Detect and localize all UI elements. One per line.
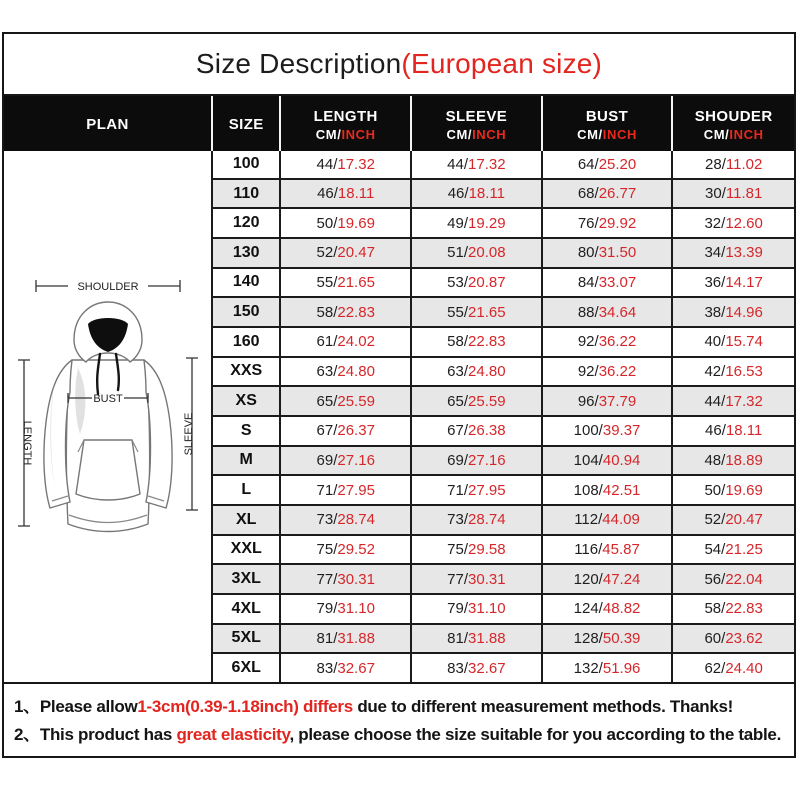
size-row-100 — [4, 151, 794, 178]
inch-value: 17.32 — [725, 392, 763, 410]
cm-value: 46/ — [705, 422, 726, 440]
measurement-cell — [410, 415, 541, 445]
cm-value: 53/ — [447, 273, 469, 291]
cm-value: 44/ — [316, 155, 338, 173]
size-label: 120 — [211, 207, 279, 237]
cm-value: 32/ — [704, 214, 726, 232]
cm-value: 58/ — [704, 600, 726, 618]
inch-value: 18.11 — [725, 422, 763, 440]
cm-value: 51/ — [447, 244, 469, 262]
measurement-cell — [279, 151, 410, 178]
inch-value: 17.32 — [337, 155, 375, 173]
measurement-cell — [671, 652, 794, 682]
sleeve-dim-label: SLEEVE — [182, 412, 195, 455]
inch-value: 29.52 — [337, 540, 375, 558]
cm-value: 65/ — [447, 392, 469, 410]
size-label: M — [211, 445, 279, 475]
inch-value: 20.47 — [725, 511, 763, 529]
measurement-cell — [541, 415, 672, 445]
inch-value: 28.74 — [468, 511, 506, 529]
hoodie-measurement-diagram — [8, 272, 208, 568]
cm-value: 79/ — [447, 600, 469, 618]
cm-value: 71/ — [316, 481, 338, 499]
title-text: Size Description — [195, 48, 402, 79]
inch-value: 14.17 — [725, 273, 763, 291]
cm-value: 28/ — [705, 155, 726, 173]
cm-value: 80/ — [577, 244, 599, 262]
inch-value: 26.38 — [468, 422, 506, 440]
inch-value: 37.79 — [598, 392, 637, 410]
inch-value: 11.02 — [725, 155, 763, 173]
cm-value: 44/ — [447, 155, 469, 173]
inch-value: 18.89 — [725, 451, 763, 469]
size-label: 100 — [211, 151, 279, 178]
cm-value: 44/ — [704, 392, 726, 410]
inch-unit-label: INCH — [602, 126, 637, 142]
measurement-cell — [279, 474, 410, 504]
length-header-label: LENGTH — [313, 107, 378, 125]
cm-value: 48/ — [704, 451, 726, 469]
page-title — [2, 32, 796, 96]
cm-value: 116/ — [574, 540, 603, 558]
measurement-cell — [279, 534, 410, 564]
cm-value: 92/ — [577, 362, 599, 380]
cm-value: 49/ — [447, 214, 469, 232]
measurement-cell — [410, 623, 541, 653]
cm-value: 52/ — [316, 244, 338, 262]
measurement-cell — [541, 445, 672, 475]
measurement-cell — [410, 534, 541, 564]
measurement-cell — [410, 385, 541, 415]
kangaroo-pocket — [76, 440, 140, 500]
inch-value: 45.87 — [602, 540, 640, 558]
bust-header-label: BUST — [585, 107, 629, 125]
footnotes — [2, 682, 796, 758]
inch-value: 21.25 — [725, 540, 763, 558]
sleeve-header-units — [412, 126, 541, 143]
measurement-cell — [541, 178, 672, 208]
inch-unit-label: INCH — [472, 126, 507, 142]
measurement-cell — [410, 207, 541, 237]
inch-value: 36.22 — [598, 333, 637, 351]
measurement-cell — [410, 445, 541, 475]
column-header-plan — [4, 96, 211, 151]
inch-value: 32.67 — [468, 659, 506, 677]
cm-value: 104/ — [573, 451, 603, 469]
inch-value: 27.16 — [337, 451, 375, 469]
cm-value: 50/ — [704, 481, 726, 499]
column-header-sleeve — [410, 96, 541, 151]
measurement-cell — [541, 296, 672, 326]
cm-unit-label: CM/ — [446, 126, 473, 142]
size-label: XXL — [211, 534, 279, 564]
measurement-cell — [541, 474, 672, 504]
measurement-cell — [279, 267, 410, 297]
footnote-text: due to different measurement methods. Thanks! — [352, 697, 734, 716]
cm-value: 84/ — [577, 273, 599, 291]
cm-value: 62/ — [704, 659, 726, 677]
inch-value: 20.08 — [468, 244, 506, 262]
plan-diagram-cell — [4, 151, 211, 682]
measurement-cell — [541, 151, 672, 178]
size-table — [2, 94, 796, 684]
cm-value: 30/ — [705, 185, 726, 203]
measurement-cell — [671, 207, 794, 237]
measurement-cell — [671, 474, 794, 504]
bust-dim-label: BUST — [92, 392, 123, 405]
measurement-cell — [410, 267, 541, 297]
measurement-cell — [410, 356, 541, 386]
measurement-cell — [410, 593, 541, 623]
cm-value: 52/ — [704, 511, 726, 529]
inch-value: 51.96 — [602, 659, 641, 677]
inch-unit-label: INCH — [341, 126, 376, 142]
cm-value: 83/ — [316, 659, 338, 677]
inch-value: 20.47 — [337, 244, 375, 262]
length-dim-label: LENGTH — [20, 420, 33, 465]
inch-value: 30.31 — [337, 570, 375, 588]
measurement-cell — [410, 237, 541, 267]
cm-value: 56/ — [704, 570, 726, 588]
table-header-row — [4, 96, 794, 151]
inch-unit-label: INCH — [729, 126, 764, 142]
inch-value: 36.22 — [598, 362, 637, 380]
cm-value: 75/ — [447, 540, 469, 558]
measurement-cell — [279, 356, 410, 386]
inch-value: 19.69 — [337, 214, 375, 232]
cm-unit-label: CM/ — [577, 126, 603, 142]
inch-value: 22.04 — [725, 570, 763, 588]
cm-value: 76/ — [577, 214, 599, 232]
cm-value: 108/ — [573, 481, 603, 499]
shoulder-annotation — [36, 280, 180, 293]
size-label: 5XL — [211, 623, 279, 653]
inch-value: 28.74 — [337, 511, 375, 529]
measurement-cell — [671, 534, 794, 564]
measurement-cell — [541, 326, 672, 356]
cm-value: 68/ — [577, 185, 599, 203]
cm-value: 96/ — [577, 392, 599, 410]
measurement-cell — [279, 563, 410, 593]
cm-value: 38/ — [704, 303, 726, 321]
cm-value: 64/ — [577, 155, 599, 173]
inch-value: 42.51 — [602, 481, 641, 499]
inch-value: 31.88 — [337, 629, 375, 647]
measurement-cell — [541, 504, 672, 534]
measurement-cell — [410, 563, 541, 593]
cm-value: 124/ — [573, 600, 603, 618]
measurement-cell — [279, 445, 410, 475]
cm-value: 128/ — [573, 629, 603, 647]
cm-value: 54/ — [704, 540, 726, 558]
measurement-cell — [279, 207, 410, 237]
cm-value: 65/ — [316, 392, 338, 410]
size-label: 4XL — [211, 593, 279, 623]
footnote-index: 1、 — [14, 697, 40, 716]
cm-value: 75/ — [316, 540, 338, 558]
inch-value: 21.65 — [337, 273, 375, 291]
measurement-cell — [279, 296, 410, 326]
cm-value: 81/ — [316, 629, 338, 647]
sleeve-annotation — [183, 358, 198, 510]
measurement-cell — [541, 652, 672, 682]
size-label: XS — [211, 385, 279, 415]
cm-value: 36/ — [704, 273, 726, 291]
inch-value: 25.20 — [598, 155, 637, 173]
cm-value: 83/ — [447, 659, 469, 677]
measurement-cell — [541, 237, 672, 267]
inch-value: 24.80 — [337, 362, 375, 380]
inch-value: 30.31 — [468, 570, 506, 588]
inch-value: 31.10 — [468, 600, 506, 618]
column-header-size — [211, 96, 279, 151]
size-label: L — [211, 474, 279, 504]
measurement-cell — [410, 296, 541, 326]
size-label: 150 — [211, 296, 279, 326]
footnote-text: This product has — [39, 725, 177, 744]
size-header-label: SIZE — [228, 116, 264, 133]
cm-value: 79/ — [316, 600, 338, 618]
inch-value: 50.39 — [602, 629, 641, 647]
inch-value: 20.87 — [468, 273, 506, 291]
measurement-cell — [671, 593, 794, 623]
inch-value: 26.77 — [598, 185, 637, 203]
measurement-cell — [279, 326, 410, 356]
size-label: 3XL — [211, 563, 279, 593]
measurement-cell — [671, 296, 794, 326]
shoulder-header-units — [673, 126, 794, 143]
size-label: 110 — [211, 178, 279, 208]
inch-value: 29.92 — [598, 214, 637, 232]
cm-value: 112/ — [574, 511, 603, 529]
inch-value: 44.09 — [602, 511, 640, 529]
cm-value: 71/ — [447, 481, 469, 499]
measurement-cell — [541, 356, 672, 386]
cm-value: 58/ — [316, 303, 338, 321]
footnote-2 — [14, 721, 788, 749]
inch-value: 39.37 — [602, 422, 641, 440]
cm-value: 58/ — [447, 333, 469, 351]
cm-value: 46/ — [447, 185, 469, 203]
measurement-cell — [410, 151, 541, 178]
footnote-index: 2、 — [14, 725, 40, 744]
footnote-1 — [14, 693, 788, 721]
measurement-cell — [279, 652, 410, 682]
title-accent-text: (European size) — [401, 48, 603, 79]
inch-value: 19.69 — [725, 481, 763, 499]
measurement-cell — [410, 326, 541, 356]
measurement-cell — [279, 593, 410, 623]
cm-value: 73/ — [447, 511, 469, 529]
cm-value: 60/ — [704, 629, 726, 647]
bust-header-units — [543, 126, 672, 143]
cm-value: 77/ — [316, 570, 338, 588]
inch-value: 22.83 — [468, 333, 506, 351]
measurement-cell — [541, 563, 672, 593]
measurement-cell — [671, 356, 794, 386]
size-label: S — [211, 415, 279, 445]
measurement-cell — [671, 504, 794, 534]
shoulder-header-label: SHOUDER — [694, 107, 773, 125]
inch-value: 31.50 — [598, 244, 637, 262]
measurement-cell — [410, 178, 541, 208]
cm-value: 120/ — [573, 570, 603, 588]
cm-value: 63/ — [447, 362, 469, 380]
inch-value: 24.80 — [468, 362, 506, 380]
cm-value: 46/ — [317, 185, 338, 203]
column-header-bust — [541, 96, 672, 151]
cm-unit-label: CM/ — [315, 126, 342, 142]
size-label: 160 — [211, 326, 279, 356]
measurement-cell — [279, 415, 410, 445]
measurement-cell — [279, 385, 410, 415]
cm-value: 50/ — [316, 214, 338, 232]
inch-value: 27.95 — [468, 481, 506, 499]
cm-value: 81/ — [447, 629, 469, 647]
cm-value: 100/ — [573, 422, 603, 440]
inch-value: 32.67 — [337, 659, 375, 677]
size-label: XXS — [211, 356, 279, 386]
measurement-cell — [410, 474, 541, 504]
plan-header-label: PLAN — [86, 116, 129, 133]
inch-value: 33.07 — [598, 273, 637, 291]
measurement-cell — [410, 504, 541, 534]
measurement-cell — [279, 504, 410, 534]
cm-value: 88/ — [577, 303, 599, 321]
inch-value: 47.24 — [602, 570, 641, 588]
inch-value: 22.83 — [725, 600, 763, 618]
inch-value: 48.82 — [602, 600, 641, 618]
measurement-cell — [541, 593, 672, 623]
measurement-cell — [541, 385, 672, 415]
size-label: XL — [211, 504, 279, 534]
cm-unit-label: CM/ — [703, 126, 730, 142]
length-header-units — [281, 126, 410, 143]
measurement-cell — [541, 623, 672, 653]
inch-value: 13.39 — [725, 244, 763, 262]
inch-value: 40.94 — [602, 451, 641, 469]
cm-value: 77/ — [447, 570, 469, 588]
measurement-cell — [671, 267, 794, 297]
cm-value: 34/ — [704, 244, 726, 262]
cm-value: 69/ — [316, 451, 338, 469]
inch-value: 18.11 — [337, 185, 375, 203]
cm-value: 67/ — [316, 422, 338, 440]
inch-value: 23.62 — [725, 629, 763, 647]
column-header-shoulder — [671, 96, 794, 151]
footnote-text: , please choose the size suitable for you according to the table. — [289, 725, 782, 744]
inch-value: 18.11 — [468, 185, 506, 203]
inch-value: 24.40 — [725, 659, 763, 677]
inch-value: 14.96 — [725, 303, 763, 321]
cm-value: 55/ — [447, 303, 469, 321]
cm-value: 69/ — [447, 451, 469, 469]
inch-value: 19.29 — [468, 214, 506, 232]
cm-value: 67/ — [447, 422, 469, 440]
column-header-length — [279, 96, 410, 151]
inch-value: 12.60 — [725, 214, 763, 232]
inch-value: 25.59 — [468, 392, 506, 410]
length-annotation — [18, 360, 33, 526]
measurement-cell — [671, 178, 794, 208]
inch-value: 17.32 — [468, 155, 506, 173]
cm-value: 61/ — [316, 333, 338, 351]
cm-value: 73/ — [316, 511, 338, 529]
footnote-highlight: great elasticity — [176, 725, 290, 744]
measurement-cell — [279, 237, 410, 267]
inch-value: 15.74 — [725, 333, 763, 351]
inch-value: 16.53 — [725, 362, 763, 380]
inch-value: 31.88 — [468, 629, 506, 647]
inch-value: 21.65 — [468, 303, 506, 321]
measurement-cell — [671, 563, 794, 593]
measurement-cell — [410, 652, 541, 682]
size-label: 140 — [211, 267, 279, 297]
size-label: 6XL — [211, 652, 279, 682]
cm-value: 132/ — [573, 659, 603, 677]
size-label: 130 — [211, 237, 279, 267]
measurement-cell — [671, 415, 794, 445]
shoulder-dim-label: SHOULDER — [76, 280, 139, 293]
cm-value: 40/ — [704, 333, 726, 351]
inch-value: 27.95 — [337, 481, 375, 499]
inch-value: 11.81 — [725, 185, 763, 203]
footnote-highlight: 1-3cm(0.39-1.18inch) differs — [137, 697, 353, 716]
cm-value: 42/ — [704, 362, 726, 380]
measurement-cell — [671, 623, 794, 653]
measurement-cell — [541, 534, 672, 564]
inch-value: 25.59 — [337, 392, 375, 410]
cm-value: 55/ — [316, 273, 338, 291]
measurement-cell — [671, 151, 794, 178]
inch-value: 29.58 — [468, 540, 506, 558]
measurement-cell — [541, 207, 672, 237]
measurement-cell — [671, 326, 794, 356]
footnote-text: Please allow — [39, 697, 138, 716]
measurement-cell — [671, 445, 794, 475]
measurement-cell — [279, 623, 410, 653]
measurement-cell — [671, 385, 794, 415]
measurement-cell — [541, 267, 672, 297]
measurement-cell — [279, 178, 410, 208]
cm-value: 63/ — [316, 362, 338, 380]
inch-value: 26.37 — [337, 422, 375, 440]
measurement-cell — [671, 237, 794, 267]
inch-value: 27.16 — [468, 451, 506, 469]
inch-value: 22.83 — [337, 303, 375, 321]
inch-value: 31.10 — [337, 600, 375, 618]
inch-value: 34.64 — [598, 303, 637, 321]
inch-value: 24.02 — [337, 333, 375, 351]
cm-value: 92/ — [577, 333, 599, 351]
sleeve-header-label: SLEEVE — [445, 107, 508, 125]
